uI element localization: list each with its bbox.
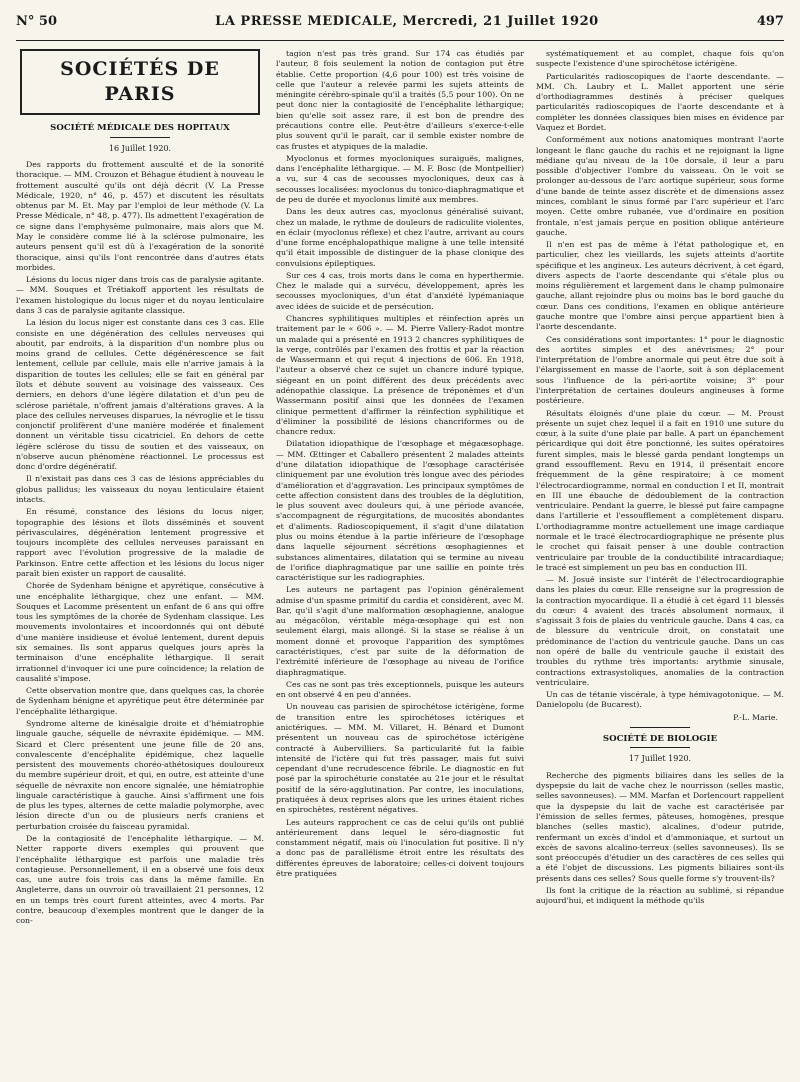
article-paragraph: Un cas de tétanie viscérale, à type hémivagotonique. — M. Danielopolu (de Bucarest). xyxy=(536,690,784,710)
article-paragraph: Recherche des pigments biliaires dans les selles de la dyspepsie du lait de vache chez le nourrisson (selles mastic, selles savonneuses). — MM. Marfan et Dorlencourt rappellent que la dyspepsie du lait de vache est caractérisée par l'émission de selles fermes, pâteuses, homogènes, presque blanches (selles mastic), alcalines, d'odeur putride, renfermant un excès d'indol et d'ammoniaque, et surtout un excès de savons alcalino-terreux (selles savonneuses). Ils se sont préoccupés d'étudier un des caractères de ces selles qui a été l'objet de discussions. Les pigments biliaires sont-ils présents dans ces selles? Sous quelle forme s'y trouvent-ils? xyxy=(536,770,784,883)
session-date: 17 Juillet 1920. xyxy=(628,754,692,764)
section-title: SOCIÉTÉS DE PARIS xyxy=(20,49,260,115)
article-paragraph: Lésions du locus niger dans trois cas de paralysie agitante. — MM. Souques et Trétiakoff apportent les résultats de l'examen histologique du locus niger et du noyau lenticulaire dans 3 cas de paralysie agitante classique. xyxy=(16,275,264,315)
article-paragraph: De la contagiosité de l'encéphalite léthargique. — M. Netter rapporte divers exemples qui prouvent que l'encéphalite léthargique est parfois une maladie très contagieuse. Personnellement, il en a observé une fois deux cas, une autre fois trois cas dans la même famille. En Angleterre, dans un ouvroir où travaillaient 21 personnes, 12 en un temps très court furent atteintes, avec 4 morts. Par contre, beaucoup d'exemples montrent que le danger de la con- xyxy=(16,834,264,926)
article-paragraph: Ces considérations sont importantes: 1° pour le diagnostic des aortites simples et des anévrismes; 2° pour l'interprétation de l'ombre anormale qui peut être due soit à l'élargissement en masse de l'aorte, soit à son déplacement sous l'influence de la péri-aortite voisine; 3° pour l'interprétation de certaines douleurs angineuses à forme postérieure. xyxy=(536,334,784,406)
article-paragraph: systématiquement et au complet, chaque fois qu'on suspecte l'existence d'une spirochétose ictérigène. xyxy=(536,49,784,69)
column-2 xyxy=(276,49,524,1069)
article-paragraph: Les auteurs rapprochent ce cas de celui qu'ils ont publié antérieurement dans lequel le séro-diagnostic fut constamment négatif, mais où l'inoculation fut positive. Il n'y a donc pas de parallélisme étroit entre les résultats des différentes épreuves de laboratoire; celles-ci doivent toujours être pratiquées xyxy=(276,817,524,878)
society-name: SOCIÉTÉ MÉDICALE DES HOPITAUX xyxy=(50,123,230,134)
article-paragraph: tagion n'est pas très grand. Sur 174 cas étudiés par l'auteur, 8 fois seulement la notion de contagion put être établie. Cette proportion (4,6 pour 100) est très voisine de celle que l'auteur a relevée parmi les sujets atteints de méningite cérébro-spinale qu'il a traités (5,5 pour 100). On ne peut donc nier la contagiosité de l'encéphalite léthargique; bien qu'elle soit assez rare, il est bon de prendre des précautions contre elle. Peut-être d'ailleurs s'exerce-t-elle plus souvent qu'il le paraît, car il semble exister nombre de cas frustes et atypiques de la maladie. xyxy=(276,49,524,151)
divider xyxy=(630,747,690,748)
article-paragraph: Cette observation montre que, dans quelques cas, la chorée de Sydenham bénigne et apyrétique peut être déterminée par l'encéphalite léthargique. xyxy=(16,686,264,716)
article-paragraph: Chancres syphilitiques multiples et réinfection après un traitement par le « 606 ». — M. Pierre Vallery-Radot montre un malade qui a présenté en 1913 2 chancres syphilitiques de la verge, contrôlés par l'examen des frottis et par la réaction de Wassermann et qui reçut 4 injections de 606. En 1918, l'auteur a observé chez ce sujet un chancre induré typique, siégeant en un point différent des deux précédents avec adénopathie classique. La présence de tréponèmes et d'un Wassermann positif ainsi que les données de l'examen clinique permettent d'affirmer la réinfection syphilitique et d'éliminer la possibilité de lésions chancriformes ou de chancre redux. xyxy=(276,314,524,437)
article-paragraph: Il n'en est pas de même à l'état pathologique et, en particulier, chez les vieillards, les sujets atteints d'aortite spécifique et les angineux. Les auteurs décrivent, à cet égard, divers aspects de l'aorte descendante qui s'étale plus ou moins régulièrement et largement dans le champ pulmonaire gauche, allant rejoindre plus ou moins bas le bord gauche du cœur. Dans ces conditions, l'examen en oblique antérieure gauche montre que l'ombre ainsi perçue appartient bien à l'aorte descendante. xyxy=(536,240,784,332)
article-paragraph: Dans les deux autres cas, myoclonus généralisé suivant, chez un malade, le rythme de douleurs de radiculite violentes, en éclair (myoclonus réflexe) et chez l'autre, arrivant au cours d'une forme encéphalopathique maligne à une telle intensité qu'il était impossible de distinguer de la phase clonique des convulsions épileptiques. xyxy=(276,207,524,268)
divider xyxy=(110,137,170,138)
article-paragraph: Particularités radioscopiques de l'aorte descendante. — MM. Ch. Laubry et L. Mallet apportent une série d'orthodiagrammes destinés à préciser quelques particularités radioscopiques de l'aorte descendante et à compléter les données classiques bien mises en évidence par Vaquez et Bordet. xyxy=(536,71,784,132)
column-1 xyxy=(16,49,264,1069)
article-paragraph: — M. Josué insiste sur l'intérêt de l'électrocardiographie dans les plaies du cœur. Elle renseigne sur la progression de la contraction myocardique. Il a étudié à cet égard 11 blessés du cœur: 4 avaient des tracés absolument normaux, il s'agissait 3 fois de plaies du ventricule gauche. Dans 4 cas, ca de blessure du ventricule droit, on constatait une prédominance de l'action du ventricule gauche. Dans un cas non opéré de balle du ventricule gauche il existait des troubles du rythme très importants: arythmie sinusale, contractions extrasystoliques, anomalies de la contraction ventriculaire. xyxy=(536,575,784,687)
article-paragraph: Myoclonus et formes myocloniques suraiguës, malignes, dans l'encéphalite léthargique. — M. F. Bosc (de Montpellier) a vu, sur 4 cas de secousses myocloniques, deux cas à secousses localisées: myoclonus du tonico-diaphragmatique et de peu de durée et myoclonus limité aux membres. xyxy=(276,153,524,204)
page-header xyxy=(16,14,784,36)
article-paragraph: Dilatation idiopathique de l'œsophage et mégaœsophage. — MM. Œttinger et Caballero présentent 2 malades atteints d'une dilatation idiopathique de l'œsophage caractérisée cliniquement par une évolution très longue avec des périodes d'amélioration et d'aggravation. Les principaux symptômes de cette affection consistent dans des troubles de la déglutition, le plus souvent avec douleurs qui, à une période avancée, s'accompagnent de régurgitations, de mucosités abondantes et d'aliments. Radioscopiquement, il s'agit d'une dilatation plus ou moins étendue à la partie inférieure de l'œsophage dans laquelle séjournent sécrétions œsophagiennes et substances alimentaires, dilatation qui se termine au niveau de l'orifice diaphragmatique par une saillie en pointe très caractéristique sur les radiographies. xyxy=(276,439,524,583)
article-paragraph: Des rapports du frottement ausculté et de la sonorité thoracique. — MM. Crouzon et Béhague étudient à nouveau le frottement ausculté qu'ils ont déjà décrit (V. La Presse Médicale, 1920, n° 46, p. 457) et discutent les résultats obtenus par M. Et. May par l'emploi de leur méthode (V. La Presse Médicale, n° 48, p. 477). Ils admettent l'exagération de ce signe dans l'emphysème pulmonaire, mais alors que M. May le considère comme lié à la sclérose pulmonaire, les auteurs pensent qu'il est dû à l'exagération de la sonorité thoracique, ainsi qu'ils l'ont rencontrée dans d'autres états morbides. xyxy=(16,160,264,272)
article-paragraph: Syndrome alterne de kinésalgie droite et d'hémiatrophie linguale gauche, séquelle de névraxite épidémique. — MM. Sicard et Clerc présentent une jeune fille de 20 ans, convalescente d'encéphalite épidémique, chez laquelle persistent des mouvements choréo-athétosiques douloureux du membre supérieur droit, et qui, en outre, est atteinte d'une séquelle de névraxite non encore signalée, une hémiatrophie linguale caractéristique à gauche. Ainsi s'affirment une fois de plus les types, alternes de cette maladie polymorphe, avec lésion directe d'un ou de plusieurs nerfs craniens et perturbation croisée du faisceau pyramidal. xyxy=(16,718,264,831)
header-rule xyxy=(16,40,784,41)
article-paragraph: Chorée de Sydenham bénigne et apyrétique, consécutive à une encéphalite léthargique, chez une enfant. — MM. Souques et Lacomme présentent un enfant de 6 ans qui offre tous les symptômes de la chorée de Sydenham classique. Les mouvements involontaires et incoordonnés qui ont débuté d'une manière insidieuse et évolué lentement, durent depuis six semaines. Ils sont apparus quelques jours après la terminaison d'une encéphalite léthargique. Il serait irrationnel d'invoquer ici une pure coïncidence; la relation de causalité s'impose. xyxy=(16,581,264,683)
society-name: SOCIÉTÉ DE BIOLOGIE xyxy=(602,734,718,744)
article-paragraph: Il n'existait pas dans ces 3 cas de lésions appréciables du globus pallidus; les vaisseaux du noyau lenticulaire étaient intacts. xyxy=(16,474,264,505)
article-paragraph: Un nouveau cas parisien de spirochétose ictérigène, forme de transition entre les spirochétoses ictériques et anictériques. — MM. M. Villaret, H. Bénard et Dumont présentent un nouveau cas de spirochétose ictérigène contracté à Aubervilliers. Sa particularité fut la faible intensité de l'ictère qui fut très passager, mais fut suivi cependant d'une recrudescence fébrile. Le diagnostic en fut posé par la spirochéturie constatée au 21e jour et le résultat positif de la séro-agglutination. Par contre, les inoculations, pratiquées à deux reprises alors que les urines étaient riches en spirochètes, restèrent négatives. xyxy=(276,702,524,815)
article-paragraph: Ces cas ne sont pas très exceptionnels, puisque les auteurs en ont observé 4 en peu d'années. xyxy=(276,679,524,700)
issue-number: N° 50 xyxy=(16,14,57,29)
article-paragraph: La lésion du locus niger est constante dans ces 3 cas. Elle consiste en une dégénération des cellules nerveuses qui aboutit, par endroits, à la disparition d'un nombre plus ou moins grand de cellules. Cette dégénérescence se fait lentement, cellule par cellule, mais elle n'arrive jamais à la disparition de toutes les cellules; elle se fait en général par îlots et débute souvent au voisinage des vaisseaux. Ces derniers, en dehors d'une légère dilatation et d'un peu de sclérose pariétale, n'offrent jamais d'altérations graves. A la place des cellules nerveuses disparues, la névroglie et le tissu conjonctif prolifèrent d'une manière modérée et finalement donnent un véritable tissu cicatriciel. En dehors de cette légère sclérose du tissu de soutien et des vaisseaux, on n'observe aucun phénomène réactionnel. Le processus est donc d'ordre dégénératif. xyxy=(16,318,264,472)
divider xyxy=(630,727,690,728)
article-paragraph: Conformément aux notions anatomiques montrant l'aorte longeant le flanc gauche du rachis et ne rejoignant la ligne médiane qu'au niveau de la 10e dorsale, il leur a paru possible d'objectiver l'ombre du vaisseau. On le voit se prolonger au-dessous de l'arc aortique supérieur, sous forme d'une bande de teinte assez discrète et de dimensions assez minces, comblant le sinus formé par l'arc supérieur et l'arc moyen. Cette ombre rubanée, vue d'ordinaire en position frontale, n'est jamais perçue en position oblique antérieure gauche. xyxy=(536,135,784,237)
column-3 xyxy=(536,49,784,1069)
page-number: 497 xyxy=(756,14,784,29)
newspaper-title: LA PRESSE MEDICALE, Mercredi, 21 Juillet 1920 xyxy=(215,14,599,29)
columns xyxy=(16,49,784,1069)
article-paragraph: Ils font la critique de la réaction au sublimé, si répandue aujourd'hui, et indiquent la méthode qu'ils xyxy=(536,885,784,906)
article-paragraph: Sur ces 4 cas, trois morts dans le coma en hyperthermie. Chez le malade qui a survécu, développement, après les secousses myocloniques, d'un état d'anxiété lypémaniaque avec idées de suicide et de persécution. xyxy=(276,270,524,311)
article-paragraph: En résumé, constance des lésions du locus niger, topographie des lésions et îlots disséminés et souvent périvasculaires, dégénération lentement progressive et toujours incomplète des cellules nerveuses paraissant en rapport avec l'évolution progressive de la maladie de Parkinson. Entre cette affection et les lésions du locus niger paraît bien exister un rapport de causalité. xyxy=(16,507,264,579)
article-paragraph: Les auteurs ne partagent pas l'opinion généralement admise d'un spasme primitif du cardia et considèrent, avec M. Bar, qu'il s'agit d'une malformation œsophagienne, analogue au mégacôlon, véritable méga-œsophage qui est non seulement élargi, mais allongé. Si la stase se réalise à un moment donné et provoque l'apparition des symptômes caractéristiques, c'est par suite de la déformation de l'extrémité inférieure de l'œsophage au niveau de l'orifice diaphragmatique. xyxy=(276,585,524,677)
article-paragraph: Résultats éloignés d'une plaie du cœur. — M. Proust présente un sujet chez lequel il a fait en 1910 une suture du cœur, à la suite d'une plaie par balle. A part un épanchement péricardique qui doit être ponctionné, les suites opératoires furent simples, mais le blessé garda pendant longtemps un grand essoufflement. Revu en 1914, il présentait encore fréquemment de la gêne respiratoire; à ce moment l'électrocardiogramme, normal en conduction I et II, montrait en III une ébauche de dédoublement de la contraction ventriculaire. Pendant la guerre, le blessé put faire campagne dans l'artillerie et l'essoufflement a complètement disparu. L'orthodiagramme montre actuellement une image cardiaque normale et le tracé électrocardiographique ne présente plus le crochet qui faisait penser à une double contraction ventriculaire par trouble de la conductibilité intracardiaque; le tracé est simplement un peu bas en conduction III. xyxy=(536,408,784,572)
author-signature: P.-L. Marie. xyxy=(733,712,778,722)
session-date: 16 Juillet 1920. xyxy=(108,143,172,153)
